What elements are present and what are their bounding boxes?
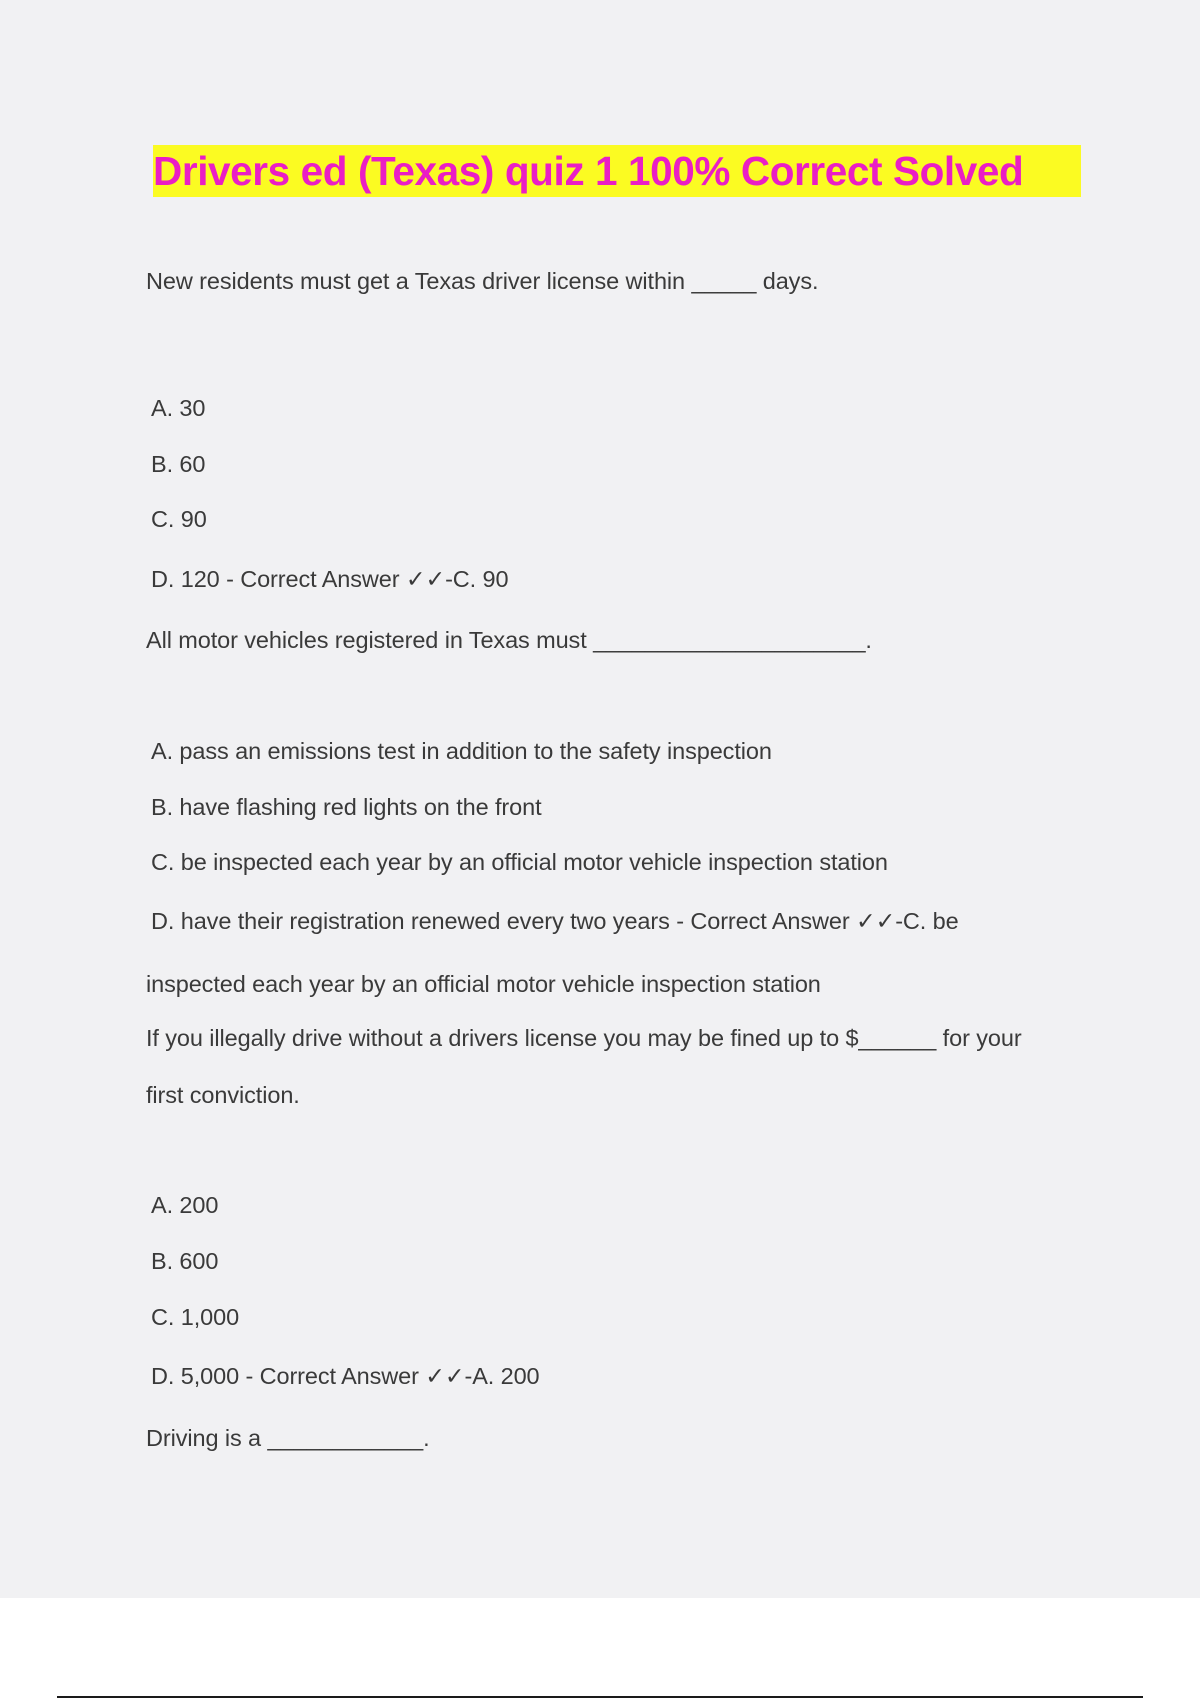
answer-option: A. pass an emissions test in addition to the safety inspection: [151, 738, 772, 764]
question-text: New residents must get a Texas driver license within _____ days.: [146, 268, 819, 294]
title-highlight: [153, 145, 1081, 197]
correct-answer-continuation: inspected each year by an official motor vehicle inspection station: [146, 971, 821, 997]
answer-option-with-correct-answer: D. have their registration renewed every two years - Correct Answer ✓✓-C. be: [151, 908, 959, 934]
answer-option: B. have flashing red lights on the front: [151, 794, 542, 820]
answer-option: B. 600: [151, 1248, 219, 1274]
answer-option: C. be inspected each year by an official motor vehicle inspection station: [151, 849, 888, 875]
answer-option: C. 1,000: [151, 1304, 240, 1330]
question-text: Driving is a ____________.: [146, 1425, 430, 1451]
question-text-continuation: first conviction.: [146, 1082, 300, 1108]
answer-option-with-correct-answer: D. 120 - Correct Answer ✓✓-C. 90: [151, 566, 509, 592]
answer-option: A. 200: [151, 1192, 219, 1218]
footer-divider: [57, 1696, 1143, 1698]
answer-option: A. 30: [151, 395, 206, 421]
answer-option: B. 60: [151, 451, 206, 477]
document-title: Drivers ed (Texas) quiz 1 100% Correct Solved: [153, 148, 1024, 194]
question-text: If you illegally drive without a drivers license you may be fined up to $______ for your: [146, 1025, 1022, 1051]
question-text: All motor vehicles registered in Texas must _____________________.: [146, 627, 872, 653]
answer-option-with-correct-answer: D. 5,000 - Correct Answer ✓✓-A. 200: [151, 1363, 540, 1389]
answer-option: C. 90: [151, 506, 207, 532]
